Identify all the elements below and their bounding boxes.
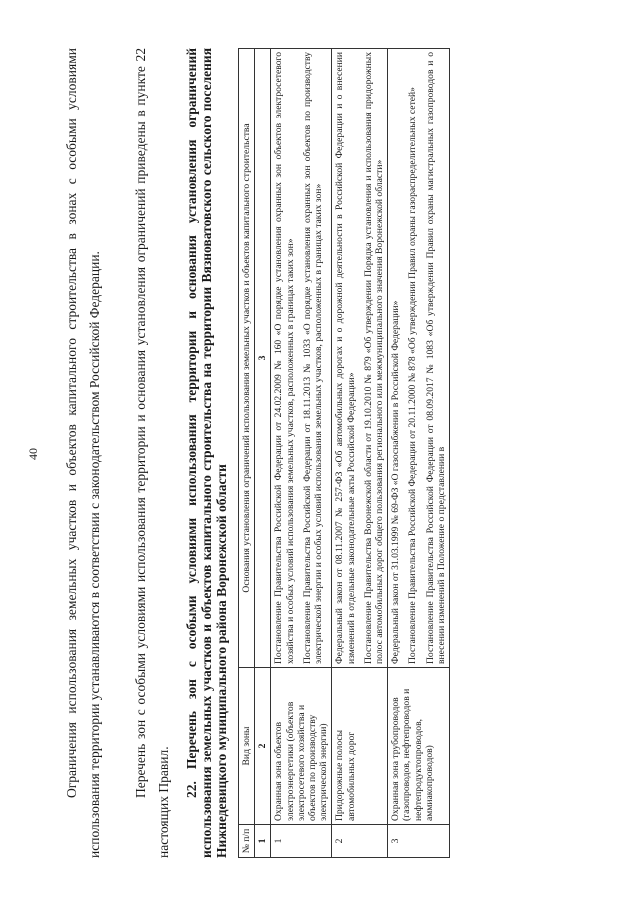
column-number: 1 — [255, 825, 271, 858]
grounds-cell — [332, 49, 388, 668]
zones-table — [238, 48, 450, 858]
rotated-content — [20, 38, 620, 870]
column-number: 3 — [255, 49, 271, 668]
row-number: 3 — [388, 825, 450, 858]
table-header-row — [239, 49, 255, 858]
column-number: 2 — [255, 668, 271, 825]
row-number: 1 — [271, 825, 332, 858]
section-heading: 22. Перечень зон с особыми условиями использования территории и основания установления ограничений использования земельных участков и объектов капитального строительства на территории Вязноватовского сельского поселения Нижнедевицкого муниципального района Воронежской области — [184, 48, 229, 858]
grounds-cell — [388, 49, 450, 668]
legal-document: Федеральный закон от 08.11.2007 № 257-ФЗ «Об автомобильных дорогах и о дорожной деятельности в Российской Федерации и о внесении изменений в отдельные законодательные акты Российской Федерации» — [334, 52, 357, 664]
zone-type: Придорожные полосы автомобильных дорог — [332, 668, 388, 825]
paragraph-restrictions: Ограничения использования земельных участков и объектов капитального строительства в зонах с особыми условиями использования территории устанавливаются в соответствии с законодательством Российской Федерации. — [64, 48, 102, 858]
page-number: 40 — [26, 448, 40, 460]
zone-type: Охранная зона объектов электроэнергетики (объектов электросетевого хозяйства и объектов по производству электрической энергии) — [271, 668, 332, 825]
table-row — [271, 49, 332, 858]
row-number: 2 — [332, 825, 388, 858]
zone-type: Охранная зона трубопроводов (газопроводов, нефтепроводов и нефтепродуктопроводов, аммиакопроводов) — [388, 668, 450, 825]
legal-document: Постановление Правительства Российской Федерации от 08.09.2017 № 1083 «Об утверждении Правил охраны магистральных газопроводов и о внесении изменений в Положение о представлении в — [424, 52, 447, 664]
legal-document: Постановление Правительства Воронежской области от 19.10.2010 № 879 «Об утверждении Порядка установления и использования придорожных полос автомобильных дорог общего пользования регионального или межмуниципального значения Воронежской области» — [362, 52, 386, 664]
legal-document: Федеральный закон от 31.03.1999 № 69-ФЗ «О газоснабжении в Российской Федерации» — [390, 300, 402, 664]
legal-document: Постановление Правительства Российской Федерации от 20.11.2000 № 878 «Об утверждении Правил охраны газораспределительных сетей» — [407, 87, 419, 664]
header-zone-type: Вид зоны — [239, 668, 255, 825]
header-number: № п/п — [239, 825, 255, 858]
table-row — [388, 49, 450, 858]
legal-document: Постановление Правительства Российской Федерации от 24.02.2009 № 160 «О порядке установления охранных зон объектов электросетевого хозяйства и особых условий использования земельных участков, расположенных в границах таких зон» — [273, 52, 296, 664]
table-row — [332, 49, 388, 858]
header-grounds: Основания установления ограничений использования земельных участков и объектов капитального строительства — [239, 49, 255, 668]
column-number-row — [255, 49, 271, 858]
legal-document: Постановление Правительства Российской Федерации от 18.11.2013 № 1033 «О порядке установления охранных зон объектов по производству электрической энергии и особых условий использования земельных участков, расположенных в границах таких зон» — [301, 52, 325, 664]
paragraph-reference: Перечень зон с особыми условиями использования территории и основания установления ограничений приведены в пункте 22 настоящих Правил. — [133, 48, 171, 858]
grounds-cell — [271, 49, 332, 668]
